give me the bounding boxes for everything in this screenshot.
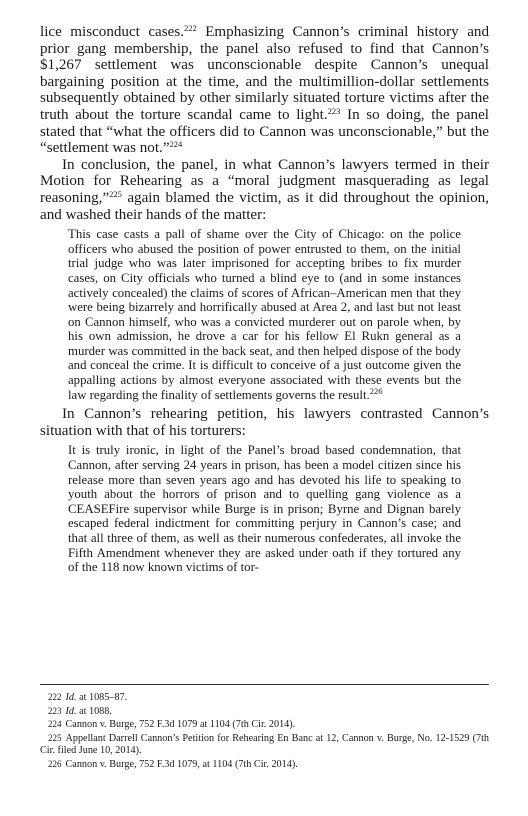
footnote-226	[40, 758, 489, 772]
footnote-italic: Id.	[65, 705, 77, 717]
footnote-ref: 225	[109, 188, 122, 199]
quote-text: It is truly ironic, in light of the Panel’s broad based condemnation, that Cannon, after serving 24 years in prison, has been a model citizen since his release more than seven years ago and has devoted his life to speaking to youth about the horrors of prison and to quelling gang violence as a CEASEFire supervisor while Burge is in prison; Byrne and Dignan barely escaped federal indictment for committing perjury in Cannon’s case; and that all three of them, as well as their numerous confederates, all invoke the Fifth Amendment whenever they are asked under oath if they tortured any of the 118 now known victims of tor-	[68, 443, 461, 575]
quote-text: This case casts a pall of shame over the City of Chicago: on the police officers who abused the position of power entrusted to them, on the initial trial judge who was later imprisoned for accepting bribes to fix murder cases, on City officials who turned a blind eye to (and in some instances actively concealed) the claims of scores of African–American men that they were being bizarrely and horrifically abused at Area 2, and last but not least on Cannon himself, who was a convicted murderer out on parole when, by his own admission, he drove a car for his fellow El Rukn general as a murder was committed in the back seat, and then helped dispose of the body and conceal the crime. It is difficult to conceive of a just outcome given the appalling actions by almost everyone associated with these events but the law regarding the finality of settlements governs the result.	[68, 227, 461, 402]
paragraph-1	[40, 24, 489, 157]
main-text	[40, 24, 489, 579]
paragraph-text: In conclusion, the panel, in what Cannon’s lawyers termed in their Motion for Rehearing as a “moral judgment masquerading as legal reasoning,”	[40, 156, 489, 206]
footnote-divider	[40, 684, 489, 685]
footnote-number: 222	[48, 692, 62, 702]
footnote-text: Cannon v. Burge, 752 F.3d 1079 at 1104 (7th Cir. 2014).	[65, 719, 296, 731]
footnote-text: at 1085–87.	[76, 692, 128, 703]
footnote-224	[40, 718, 489, 732]
paragraph-text: again blamed the victim, as it did throughout the opinion, and washed their hands of the matter:	[40, 189, 489, 223]
footnotes	[40, 691, 489, 772]
footnote-ref: 222	[183, 23, 197, 33]
paragraph-text: In Cannon’s rehearing petition, his lawyers contrasted Cannon’s situation with that of his torturers:	[40, 406, 489, 439]
footnote-number: 224	[48, 719, 62, 730]
paragraph-text: Emphasizing Cannon’s criminal history and prior gang membership, the panel also refused to find that Cannon’s $1,267 settlement was unconscionable despite Cannon’s unequal bargaining position at the time, and the multimillion-dollar settlements subsequently obtained by other similarly situated torture victims after the truth about the torture scandal came to light.	[40, 24, 489, 123]
paragraph-2	[40, 157, 489, 223]
paragraph-text: lice misconduct cases.	[40, 24, 184, 40]
paragraph-text: In so doing, the panel stated that “what the officers did to Cannon was unconscionable,” but the “settlement was not.”	[40, 106, 489, 157]
block-quote-1	[68, 227, 461, 402]
footnote-number: 226	[48, 758, 62, 769]
footnote-number: 225	[48, 732, 62, 743]
footnote-ref: 226	[369, 385, 383, 396]
block-quote-2	[68, 443, 461, 574]
paragraph-3	[40, 406, 489, 439]
footnote-text: Cannon v. Burge, 752 F.3d 1079, at 1104 (7th Cir. 2014).	[65, 758, 298, 770]
footnote-222	[40, 691, 489, 705]
footnote-italic: Id.	[65, 692, 77, 703]
footnote-ref: 224	[169, 139, 183, 150]
footnote-text: Appellant Darrell Cannon’s Petition for Rehearing En Banc at 12, Cannon v. Burge, No. 12-1529 (7th Cir. filed June 10, 2014).	[40, 732, 489, 757]
footnote-ref: 223	[327, 105, 341, 116]
footnote-number: 223	[48, 705, 62, 716]
footnote-223	[40, 705, 489, 719]
footnote-225	[40, 732, 489, 758]
footnote-text: at 1088.	[76, 705, 112, 717]
